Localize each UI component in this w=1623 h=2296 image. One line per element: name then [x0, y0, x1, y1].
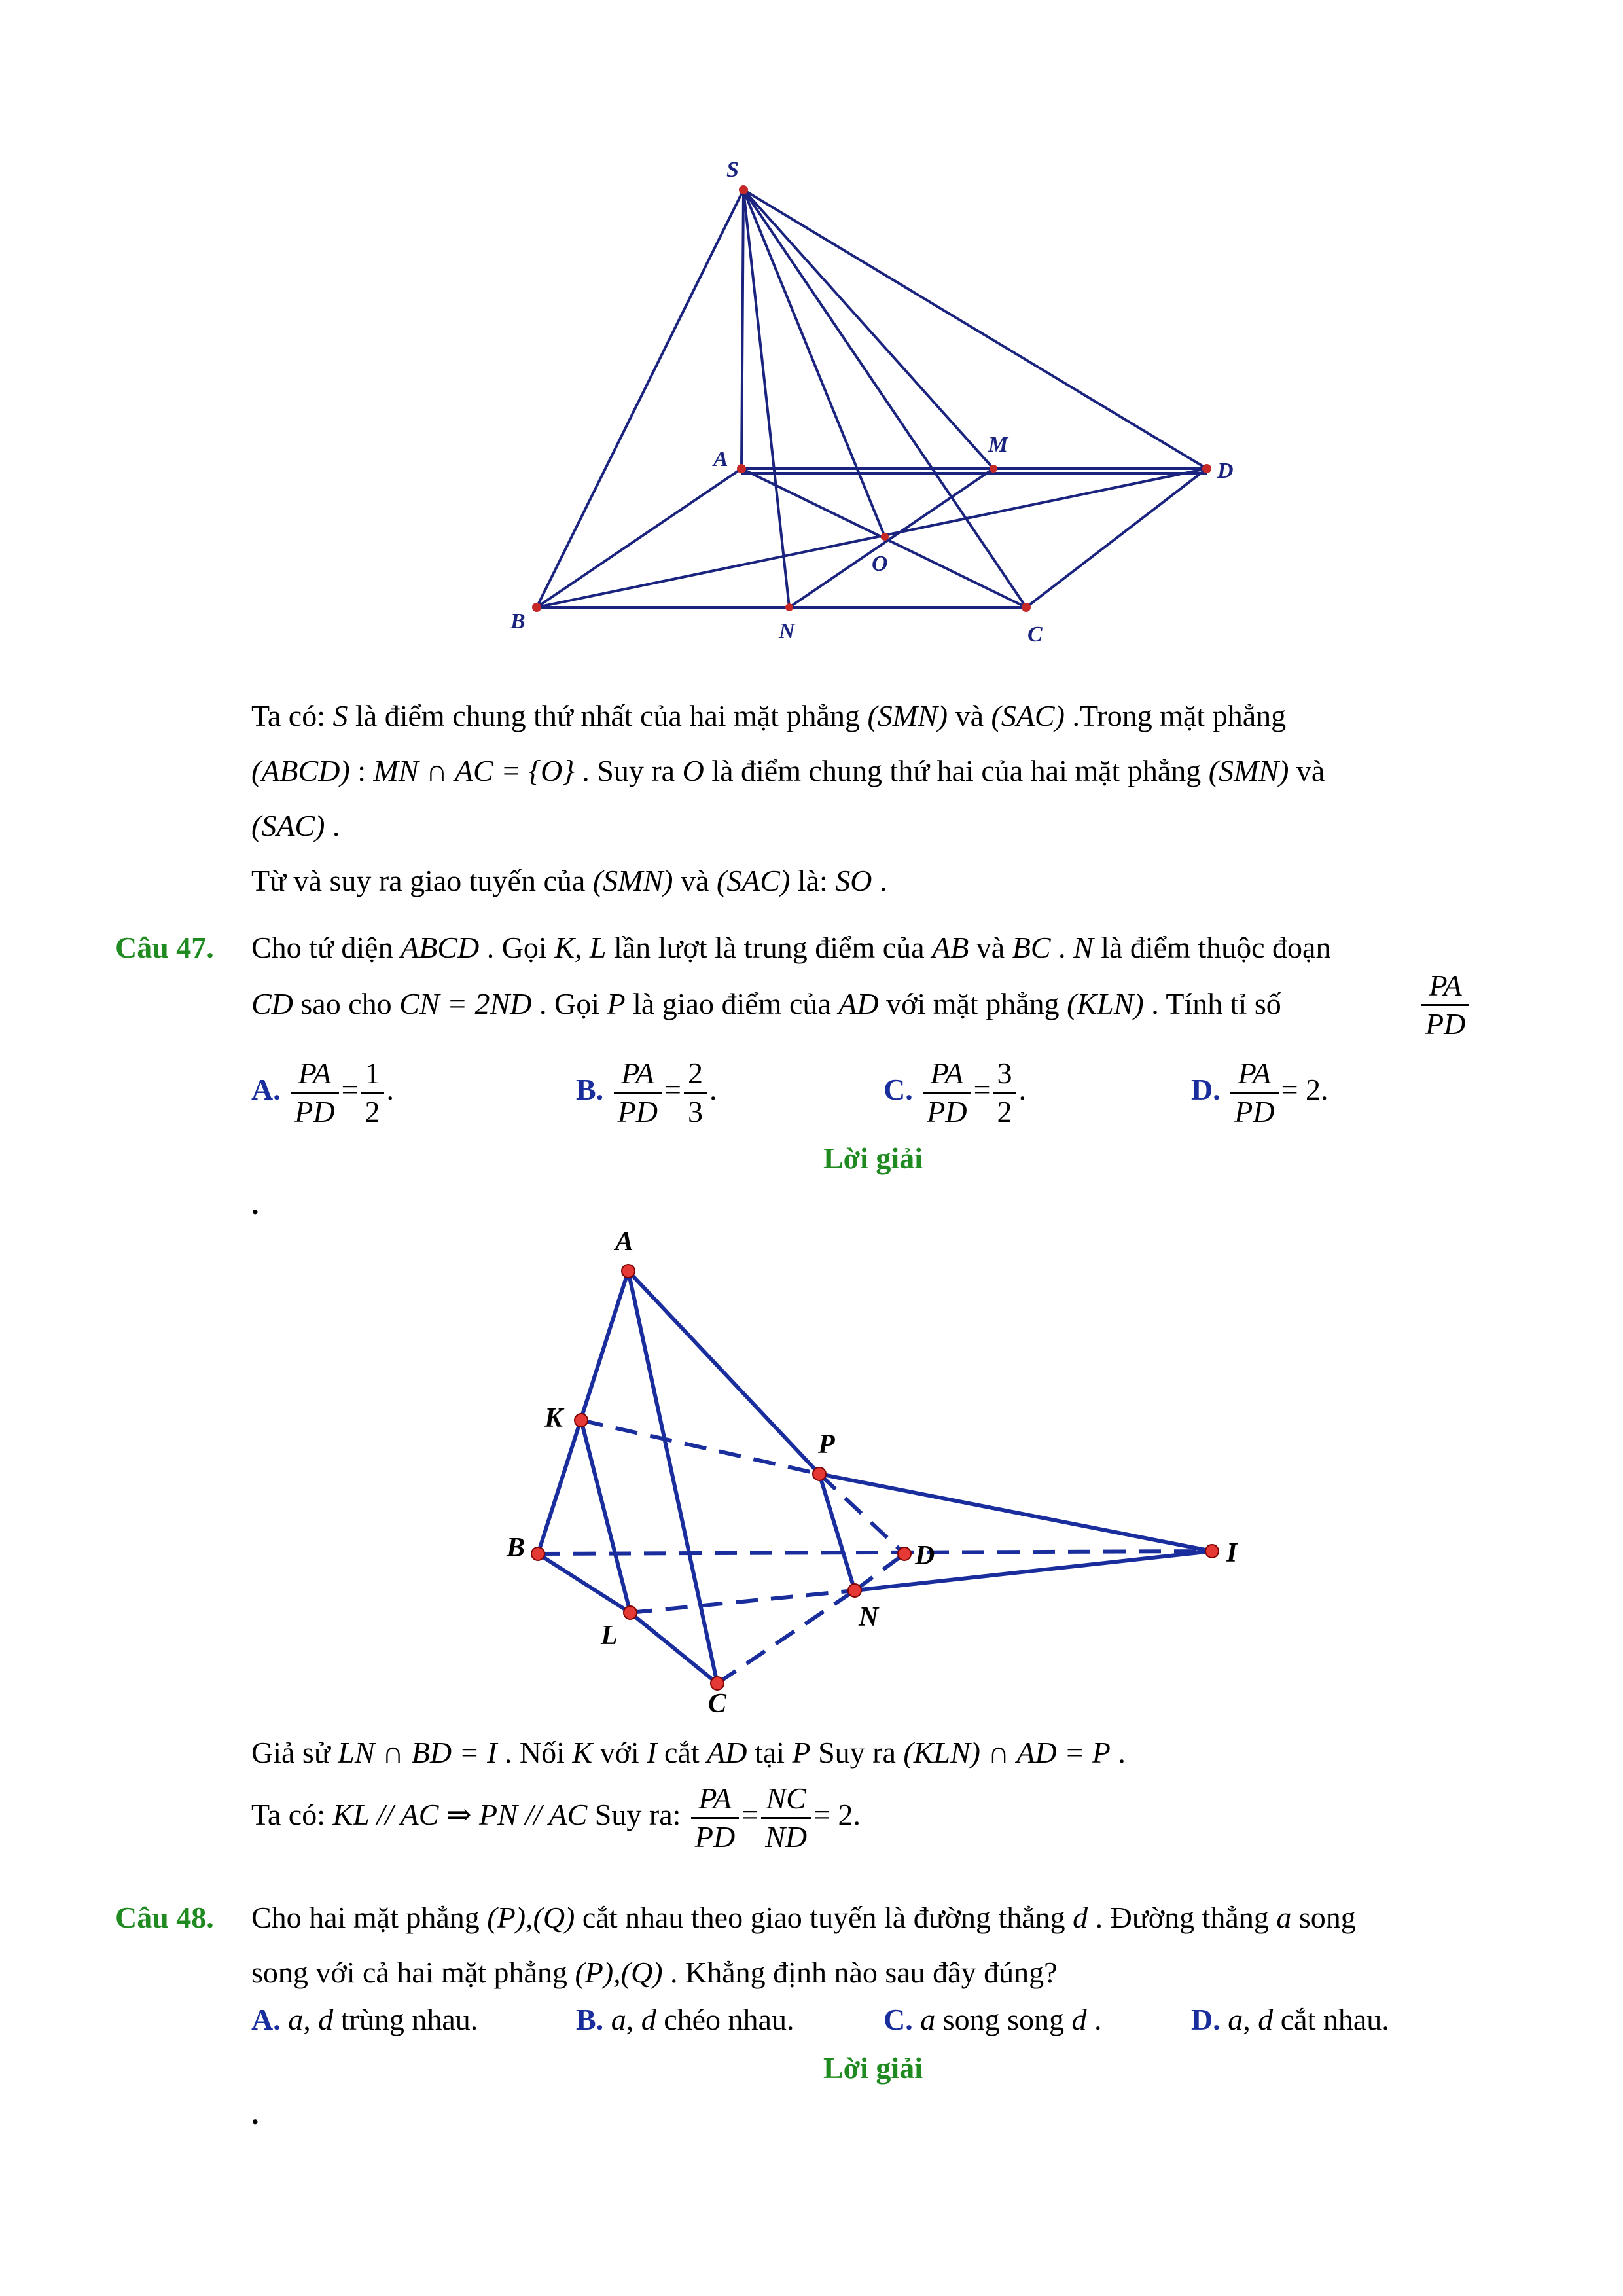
- figure-pyramid-sabcd: [510, 144, 1296, 668]
- label-I: I: [1226, 1538, 1238, 1568]
- sol47-line1: Giả sử LN ∩ BD = I . Nối K với I cắt AD tại P Suy ra (KLN) ∩ AD = P .: [251, 1736, 1126, 1769]
- q48-option-b[interactable]: B. a, d chéo nhau.: [576, 2003, 794, 2036]
- point-N: [785, 603, 793, 611]
- point-N: [848, 1584, 861, 1597]
- q47-line2: CD sao cho CN = 2ND . Gọi P là giao điểm của AD với mặt phẳng (KLN) . Tính tỉ số: [251, 987, 1281, 1020]
- sol46-line2: (ABCD) : MN ∩ AC = {O} . Suy ra O là điểm chung thứ hai của hai mặt phẳng (SMN) và: [251, 754, 1325, 787]
- q47-solution-title: Lời giải: [823, 1141, 923, 1175]
- label-A: A: [615, 1227, 634, 1257]
- sol47-line2: Ta có: KL // AC ⇒ PN // AC Suy ra: $\frac{PA}{PD}$ = $\frac{NC}{ND}$ = 2.: [251, 1782, 861, 1854]
- q48-line1: Cho hai mặt phẳng (P),(Q) cắt nhau theo giao tuyến là đường thẳng d . Đường thẳng a song: [251, 1901, 1356, 1934]
- label-C: C: [708, 1689, 727, 1719]
- q48-label: Câu 48.: [115, 1901, 214, 1934]
- q47-option-c[interactable]: C. $\frac{PA}{PD}$ = $\frac{3}{2}$ .: [883, 1056, 1027, 1128]
- sol46-line4: Từ và suy ra giao tuyến của (SMN) và (SAC) là: SO .: [251, 864, 887, 897]
- q47-line1: Cho tứ diện ABCD . Gọi K, L lần lượt là trung điểm của AB và BC . N là điểm thuộc đoạn: [251, 931, 1331, 964]
- q47-ratio: $\frac{PA}{PD}$: [1419, 967, 1472, 1043]
- point-C: [1022, 603, 1031, 612]
- q48-solution-title: Lời giải: [823, 2051, 923, 2085]
- point-B: [531, 1547, 544, 1560]
- point-O: [881, 533, 889, 541]
- label-M: M: [988, 433, 1008, 457]
- label-N: N: [859, 1602, 879, 1632]
- point-A: [622, 1265, 635, 1278]
- q48-option-a[interactable]: A. a, d trùng nhau.: [251, 2003, 478, 2036]
- point-B: [532, 603, 541, 612]
- label-S: S: [726, 158, 739, 182]
- label-B: B: [507, 1533, 526, 1563]
- point-I: [1205, 1545, 1219, 1558]
- q48-dot: .: [251, 2097, 259, 2130]
- point-L: [624, 1606, 637, 1619]
- label-N: N: [779, 619, 795, 643]
- point-K: [575, 1414, 588, 1427]
- label-A: A: [713, 447, 728, 471]
- point-P: [813, 1467, 826, 1480]
- point-S: [739, 185, 748, 194]
- q47-dot: .: [251, 1187, 259, 1221]
- label-P: P: [818, 1429, 835, 1460]
- q47-option-d[interactable]: D. $\frac{PA}{PD}$ = 2.: [1191, 1056, 1329, 1128]
- sol46-line3: (SAC) .: [251, 809, 340, 842]
- label-D: D: [1217, 459, 1234, 483]
- point-D: [1202, 464, 1211, 473]
- figure-tetrahedron-abcd: [497, 1224, 1283, 1721]
- point-M: [990, 465, 997, 473]
- point-C: [711, 1677, 724, 1690]
- q47-label: Câu 47.: [115, 931, 214, 964]
- q48-line2: song với cả hai mặt phẳng (P),(Q) . Khẳng định nào sau đây đúng?: [251, 1956, 1058, 1989]
- label-O: O: [872, 552, 888, 576]
- label-D: D: [915, 1541, 935, 1571]
- q47-option-a[interactable]: A. $\frac{PA}{PD}$ = $\frac{1}{2}$ .: [251, 1056, 395, 1128]
- q48-option-d[interactable]: D. a, d cắt nhau.: [1191, 2003, 1389, 2036]
- label-L: L: [601, 1621, 618, 1651]
- label-C: C: [1027, 622, 1043, 647]
- point-D: [898, 1547, 911, 1560]
- q47-option-b[interactable]: B. $\frac{PA}{PD}$ = $\frac{2}{3}$ .: [576, 1056, 717, 1128]
- sol46-line1: Ta có: S là điểm chung thứ nhất của hai mặt phẳng (SMN) và (SAC) .Trong mặt phẳng: [251, 699, 1287, 732]
- q48-option-c[interactable]: C. a song song d .: [883, 2003, 1102, 2036]
- label-B: B: [510, 609, 526, 634]
- label-K: K: [544, 1403, 563, 1433]
- point-A: [737, 464, 746, 473]
